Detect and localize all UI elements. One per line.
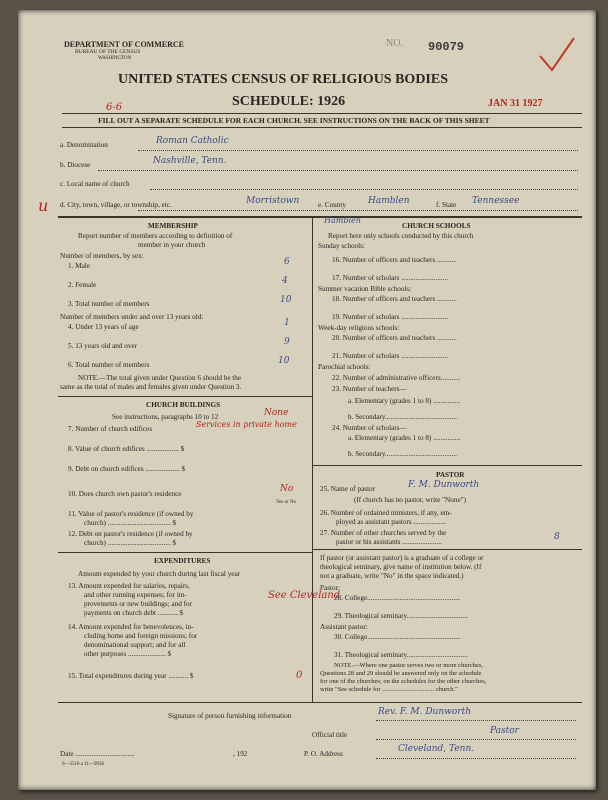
q24-label: 24. Number of scholars— — [332, 424, 407, 432]
male-value: 6 — [284, 257, 290, 267]
q17-label: 17. Number of scholars .......................... — [332, 274, 448, 282]
form-number: 90079 — [428, 40, 465, 54]
signature-value: Rev. F. M. Dunworth — [378, 707, 471, 717]
q20-label: 20. Number of officers and teachers ........... — [332, 334, 457, 342]
pastor-note4: write "See schedule for ................................ church." — [320, 686, 458, 693]
buildings-heading: CHURCH BUILDINGS — [146, 401, 221, 409]
expenditures-heading: EXPENDITURES — [154, 557, 211, 565]
total-members-value: 10 — [280, 295, 292, 305]
college-note3: not a graduate, write "No" in the space indicated.) — [320, 572, 464, 580]
diocese-label: b. Diocese — [60, 161, 91, 169]
exp13-line2: and other running expenses; for im- — [84, 591, 187, 599]
exp14-line2: cluding home and foreign missions; for — [84, 632, 198, 640]
membership-heading: MEMBERSHIP — [148, 222, 198, 230]
bureau-title: BUREAU OF THE CENSUS — [75, 49, 141, 55]
q28-label: 28. College.................................................... — [334, 594, 461, 602]
over13-value: 9 — [284, 337, 290, 347]
q21-label: 21. Number of scholars .......................... — [332, 352, 448, 360]
exp13-line1: 13. Amount expended for salaries, repairs, — [68, 582, 190, 590]
yes-or-no-note: Yes or No — [276, 500, 297, 505]
q30-label: 30. College.................................................... — [334, 633, 461, 641]
q26-line1: 26. Number of ordained ministers, if any, em- — [320, 509, 452, 517]
q16-label: 16. Number of officers and teachers ........... — [332, 256, 457, 264]
membership-instr1: Report number of members according to definition of — [78, 232, 233, 240]
city-label: d. City, town, village, or township, etc. — [60, 201, 172, 209]
schools-instr: Report here only schools conducted by this church — [328, 232, 474, 240]
exp14-line4: other purposes ..................... $ — [84, 650, 172, 658]
pastor-sub-label: Pastor: — [320, 584, 340, 592]
total6-label: 6. Total number of members — [68, 361, 150, 369]
exp-see-note: See Cleveland — [268, 590, 341, 601]
q27-value: 8 — [554, 532, 560, 542]
q19-label: 19. Number of scholars .......................... — [332, 313, 448, 321]
q25-note: (If church has no pastor, write "None") — [354, 496, 466, 504]
total6-value: 10 — [278, 356, 290, 366]
denomination-label: a. Denomination — [60, 141, 108, 149]
exp15-label: 15. Total expenditures during year ........... $ — [68, 672, 194, 680]
q27-line1: 27. Number of other churches served by the — [320, 529, 447, 537]
q24a-label: a. Elementary (grades 1 to 8) ............... — [348, 434, 461, 442]
parochial-schools-label: Parochial schools: — [318, 363, 371, 371]
membership-note1: NOTE.—The total given under Question 6 should be the — [78, 374, 242, 382]
official-title-label: Official title — [312, 731, 348, 739]
q22-label: 22. Number of administrative officers........... — [332, 374, 461, 382]
date-stamp: JAN 31 1927 — [488, 98, 543, 109]
stamp-prefix: NO. — [386, 38, 403, 49]
female-value: 4 — [282, 276, 288, 286]
pastor-residence-label: 10. Does church own pastor's residence — [68, 490, 182, 498]
q31-label: 31. Theological seminary.................................. — [334, 651, 468, 659]
schools-heading: CHURCH SCHOOLS — [402, 222, 471, 230]
pastor-note1: NOTE.—Where one pastor serves two or more churches, — [334, 662, 483, 669]
pastor-residence-value: No — [280, 484, 294, 494]
over13-label: 5. 13 years old and over — [68, 342, 138, 350]
local-name-label: c. Local name of church — [60, 180, 130, 188]
expenditures-instr: Amount expended by your church during last fiscal year — [78, 570, 241, 578]
membership-note2: same as the total of males and females given under Question 3. — [60, 383, 242, 391]
buildings-instr: See instructions, paragraphs 10 to 12 — [112, 413, 219, 421]
exp14-line3: denominational support; and for all — [84, 641, 186, 649]
buildings-none: None — [264, 408, 289, 418]
q18-label: 18. Number of officers and teachers ........... — [332, 295, 457, 303]
signature-label: Signature of person furnishing information — [168, 712, 292, 720]
instruction-banner: FILL OUT A SEPARATE SCHEDULE FOR EACH CHURCH. SEE INSTRUCTIONS ON THE BACK OF THIS SHEET — [98, 116, 490, 125]
q27-line2: pastor or his assistants ...................... — [336, 538, 442, 546]
male-label: 1. Male — [68, 262, 90, 270]
value-edifices-label: 8. Value of church edifices .................. $ — [68, 445, 185, 453]
college-note2: theological seminary, give name of institution below. (If — [320, 563, 482, 571]
q23a-label: a. Elementary (grades 1 to 8) ............... — [348, 397, 461, 405]
po-address-value: Cleveland, Tenn. — [398, 744, 475, 754]
form-title: UNITED STATES CENSUS OF RELIGIOUS BODIES — [118, 72, 449, 87]
under13-label: 4. Under 13 years of age — [68, 323, 139, 331]
exp13-line3: provements or new buildings; and for — [84, 600, 192, 608]
exp13-line4: payments on church debt ........... $ — [84, 609, 184, 617]
check-mark-icon — [538, 36, 578, 76]
pastor-name-value: F. M. Dunworth — [408, 480, 480, 490]
city-value: Morristown — [246, 196, 300, 206]
county-value: Hamblen — [368, 196, 410, 206]
po-address-label: P. O. Address — [304, 750, 343, 758]
total-members-label: 3. Total number of members — [68, 300, 150, 308]
exp15-value: 0 — [296, 670, 303, 681]
margin-note: 6-6 — [106, 102, 123, 113]
membership-instr2: member in your church — [138, 241, 206, 249]
residence-debt-label2: church) ................................... $ — [84, 539, 177, 547]
department-title: DEPARTMENT OF COMMERCE — [64, 40, 185, 49]
pastor-note3: for one of the churches; on the schedules for the other churches, — [320, 678, 487, 685]
census-form — [18, 10, 596, 790]
female-label: 2. Female — [68, 281, 97, 289]
margin-u-mark: u — [38, 196, 49, 215]
membership-sex-label: Number of members, by sex: — [60, 252, 144, 260]
q23b-label: b. Secondary........................................ — [348, 413, 457, 421]
date-label: Date ................................. — [60, 750, 135, 758]
summer-schools-label: Summer vacation Bible schools: — [318, 285, 412, 293]
q24b-label: b. Secondary........................................ — [348, 450, 457, 458]
state-value: Tennessee — [472, 196, 520, 206]
denomination-value: Roman Catholic — [156, 136, 229, 146]
exp14-line1: 14. Amount expended for benevolences, in- — [68, 623, 194, 631]
weekday-schools-label: Week-day religious schools: — [318, 324, 400, 332]
county-label: e. County — [318, 201, 346, 209]
debt-edifices-label: 9. Debt on church edifices ................... $ — [68, 465, 185, 473]
sunday-schools-label: Sunday schools: — [318, 242, 365, 250]
pastor-note2: Questions 28 and 29 should be answered only on the schedule — [320, 670, 482, 677]
edifices-label: 7. Number of church edifices — [68, 425, 153, 433]
hamblen-note: Hamblen — [324, 216, 361, 225]
diocese-value: Nashville, Tenn. — [153, 156, 227, 166]
age-label: Number of members under and over 13 years old: — [60, 313, 204, 321]
q23-label: 23. Number of teachers— — [332, 385, 407, 393]
city-title: WASHINGTON — [98, 56, 132, 61]
q25-label: 25. Name of pastor — [320, 485, 376, 493]
pastor-heading: PASTOR — [436, 471, 465, 479]
state-label: f. State — [436, 201, 457, 209]
residence-value-label1: 11. Value of pastor's residence (if owned by — [68, 510, 194, 518]
residence-debt-label1: 12. Debt on pastor's residence (if owned by — [68, 530, 193, 538]
assistant-label: Assistant pastor: — [320, 623, 368, 631]
edifices-value: Services in private home — [196, 420, 297, 429]
official-title-value: Pastor — [490, 726, 519, 736]
q26-line2: ployed as assistant pastors .................. — [336, 518, 446, 526]
under13-value: 1 — [284, 318, 290, 328]
residence-value-label2: church) ................................... $ — [84, 519, 177, 527]
year-label: , 192 — [233, 750, 248, 758]
schedule-title: SCHEDULE: 1926 — [232, 94, 346, 109]
college-note1: If pastor (or assistant pastor) is a graduate of a college or — [320, 554, 484, 562]
form-code: 6—3518 a 11—9936 — [62, 762, 105, 767]
q29-label: 29. Theological seminary.................................. — [334, 612, 468, 620]
